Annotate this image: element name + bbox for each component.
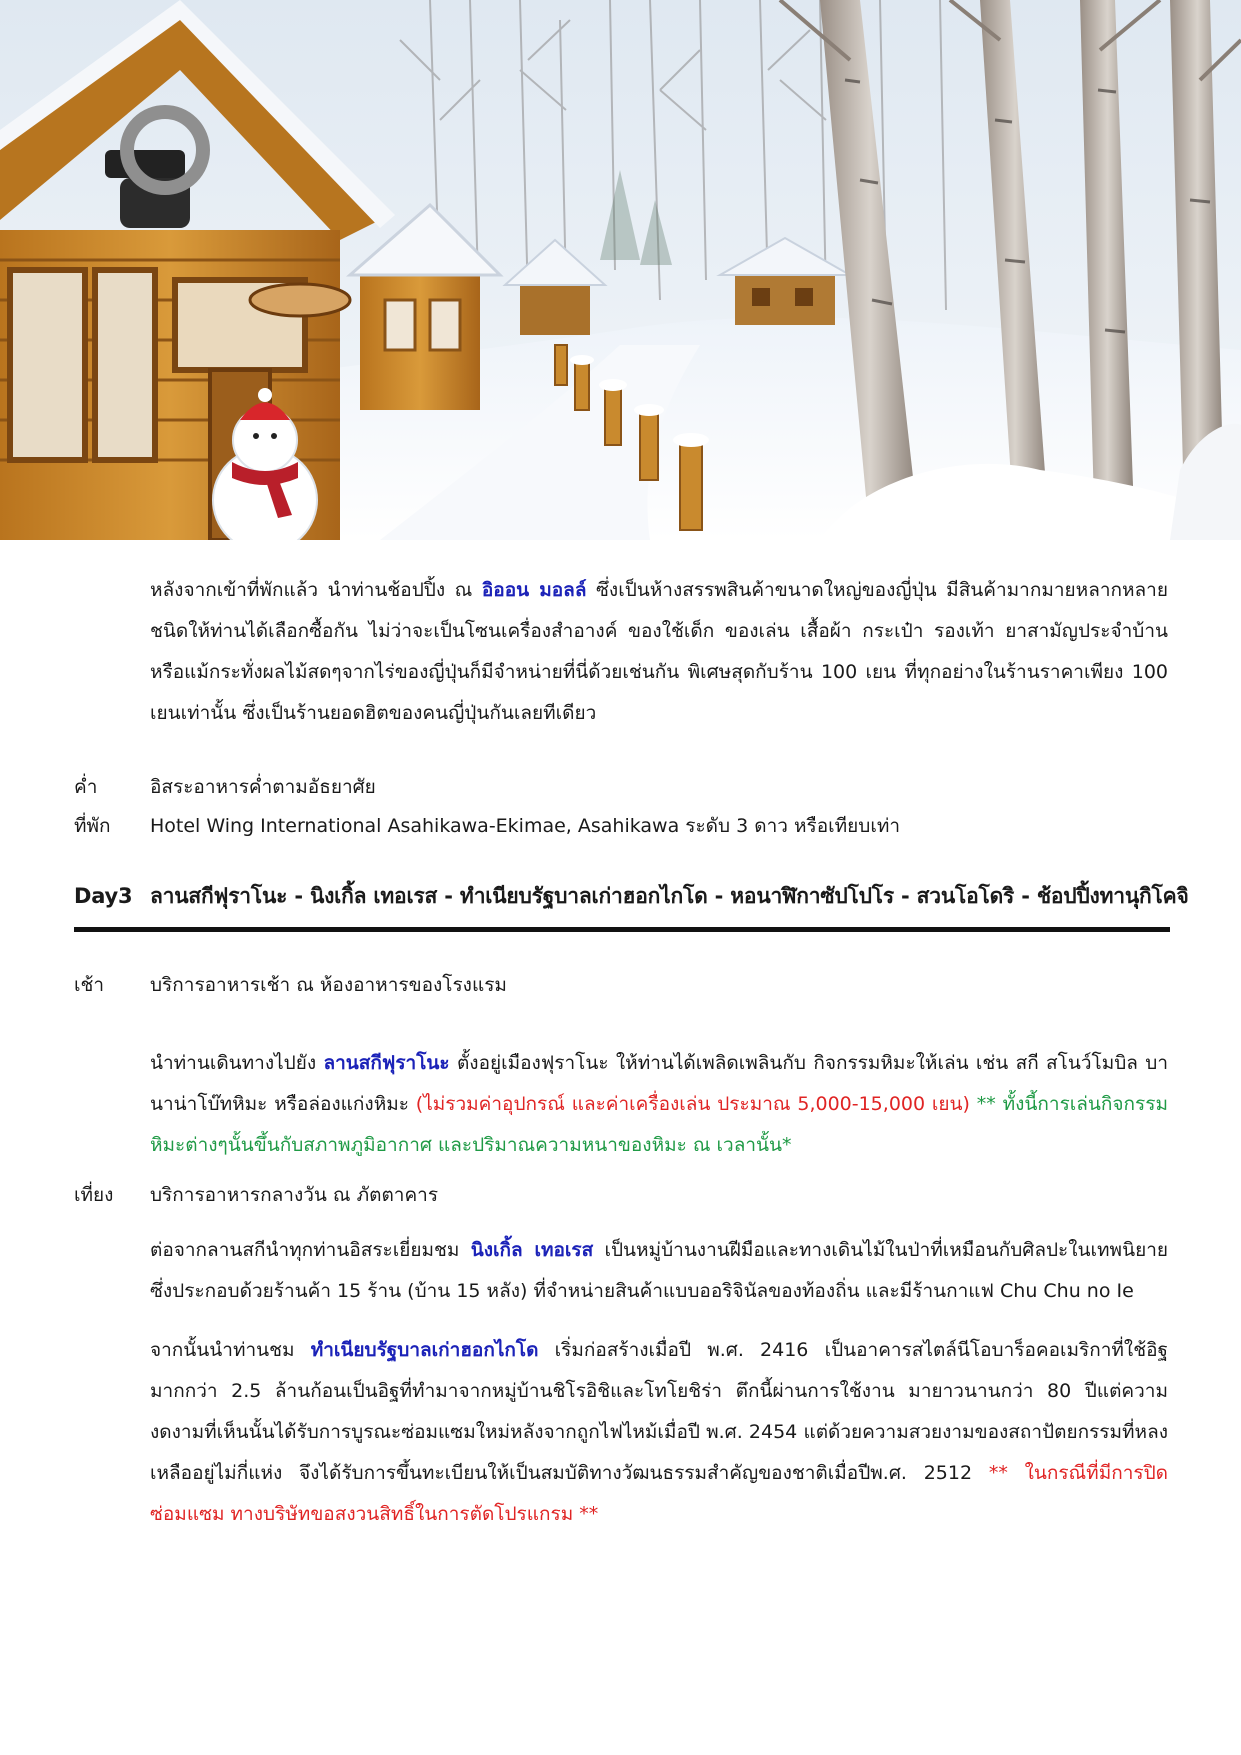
shopping-text-body: ซึ่งเป็นห้างสรรพสินค้าขนาดใหญ่ของญี่ปุ่น มีสินค้ามากมายหลากหลายชนิดให้ท่านได้เลือกซื้อกัน ไม่ว่าจะเป็นโซนเครื่องสำอางค์ ของใช้เด็ก ของเล่น เสื้อผ้า กระเป๋า รองเท้า ยาสามัญประจำบ้านหรือแม้กระทั่งผลไม้สดๆจากไร่ของญี่ปุ่นก็มีจำหน่ายที่นี่ด้วยเช่นกัน พิเศษสุดกับร้าน 100 เยน ที่ทุกอย่างในร้านราคาเพียง 100 เยนเท่านั้น ซึ่งเป็นร้านยอดฮิตของคนญี่ปุ่นกันเลยทีเดียว [150, 579, 1168, 724]
old-govt-building-highlight: ทำเนียบรัฐบาลเก่าฮอกไกโด [310, 1339, 539, 1361]
lunch-label: เที่ยง [74, 1184, 114, 1206]
ningle-paragraph [150, 1230, 1168, 1312]
govt-text-body: เริ่มก่อสร้างเมื่อปี พ.ศ. 2416 เป็นอาคารสไตล์นีโอบาร็อคอเมริกาที่ใช้อิฐมากกว่า 2.5 ล้านก้อนเป็นอิฐที่ทำมาจากหมู่บ้านชิโรอิชิและโทโยชิร่า ตึกนี้ผ่านการใช้งาน มายาวนานกว่า 80 ปีแต่ความงดงามที่เห็นนั้นได้รับการบูรณะซ่อมแซมใหม่หลังจากถูกไฟไหม้เมื่อปี พ.ศ. 2454 แต่ด้วยความสวยงามของสถาปัตยกรรมที่หลงเหลืออยู่ไม่กี่แห่ง จึงได้รับการขึ้นทะเบียนให้เป็นสมบัติทางวัฒนธรรมสำคัญของชาติเมื่อปีพ.ศ. 2512 [150, 1339, 1168, 1484]
day3-number: Day3 [74, 884, 133, 908]
ningle-terrace-highlight: นิงเกิ้ล เทอเรส [470, 1239, 594, 1261]
ningle-text-body: เป็นหมู่บ้านงานฝีมือและทางเดินไม้ในป่าที่เหมือนกับศิลปะในเทพนิยาย ซึ่งประกอบด้วยร้านค้า 15 ร้าน (บ้าน 15 หลัง) ที่จำหน่ายสินค้าแบบออริจินัลของท้องถิ่น และมีร้านกาแฟ Chu Chu no Ie [150, 1239, 1168, 1302]
hotel-text: Hotel Wing International Asahikawa-Ekimae, Asahikawa ระดับ 3 ดาว หรือเทียบเท่า [150, 815, 901, 837]
ski-text-intro: นำท่านเดินทางไปยัง [150, 1052, 324, 1074]
shopping-text-intro: หลังจากเข้าที่พักแล้ว นำท่านช้อปปิ้ง ณ [150, 579, 482, 601]
furano-ski-highlight: ลานสกีฟุราโนะ [323, 1052, 450, 1074]
breakfast-text: บริการอาหารเช้า ณ ห้องอาหารของโรงแรม [150, 974, 507, 996]
snowy-village-illustration [0, 0, 1241, 540]
heading-divider [74, 927, 1170, 932]
govt-closure-note: ** ในกรณีที่มีการปิดซ่อมแซม ทางบริษัทขอสงวนสิทธิ์ในการตัดโปรแกรม ** [150, 1462, 1169, 1525]
day3-heading [74, 880, 1189, 913]
govt-paragraph [150, 1330, 1168, 1535]
dinner-label: ค่ำ [74, 776, 98, 798]
ski-text-body: ตั้งอยู่เมืองฟุราโนะ ให้ท่านได้เพลิดเพลินกับ กิจกรรมหิมะให้เล่น เช่น สกี สโนว์โมบิล บานาน่าโบ๊ทหิมะ หรือล่องแก่งหิมะ [150, 1052, 1168, 1115]
dinner-text: อิสระอาหารค่ำตามอัธยาศัย [150, 776, 376, 798]
ningle-text-intro: ต่อจากลานสกีนำทุกท่านอิสระเยี่ยมชม [150, 1239, 471, 1261]
shopping-paragraph [150, 570, 1168, 734]
ski-price-note: (ไม่รวมค่าอุปกรณ์ และค่าเครื่องเล่น ประมาณ 5,000-15,000 เยน) [415, 1093, 970, 1115]
day3-title: ลานสกีฟุราโนะ - นิงเกิ้ล เทอเรส - ทำเนียบรัฐบาลเก่าฮอกไกโด - หอนาฬิกาซัปโปโร - สวนโอโดริ - ช้อปปิ้งทานุกิโคจิ [150, 884, 1189, 908]
govt-text-intro: จากนั้นนำท่านชม [150, 1339, 311, 1361]
ski-weather-note: ** ทั้งนี้การเล่นกิจกรรมหิมะต่างๆนั้นขึ้นกับสภาพภูมิอากาศ และปริมาณความหนาของหิมะ ณ เวลานั้น* [150, 1093, 1168, 1156]
hero-image [0, 0, 1241, 540]
hotel-label: ที่พัก [74, 815, 111, 837]
ski-paragraph [150, 1043, 1168, 1166]
aeon-mall-highlight: อิออน มอลล์ [481, 579, 587, 601]
lunch-text: บริการอาหารกลางวัน ณ ภัตตาคาร [150, 1184, 439, 1206]
breakfast-label: เช้า [74, 974, 105, 996]
